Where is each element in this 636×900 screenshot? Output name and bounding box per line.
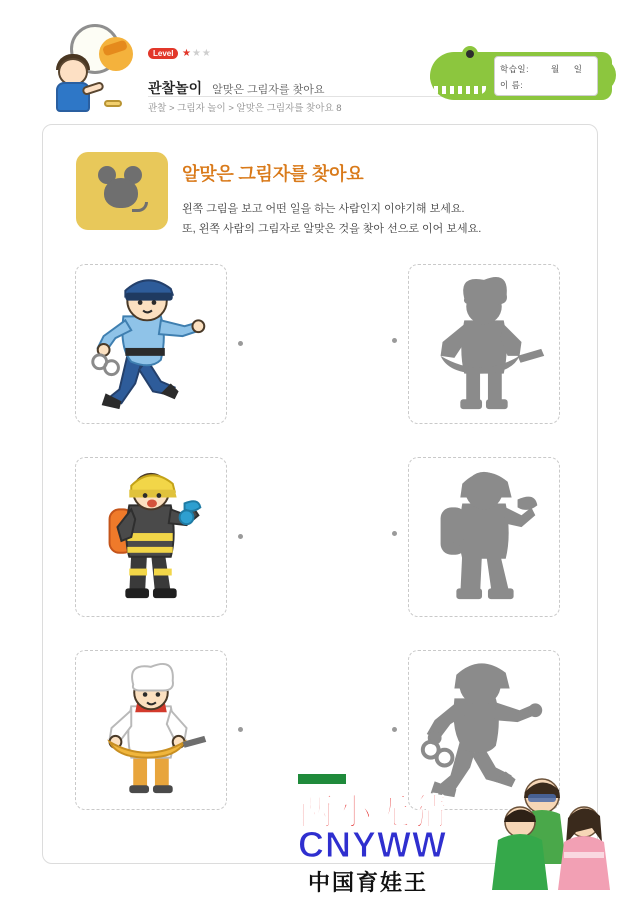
connector-dot-right-2[interactable] (392, 531, 397, 536)
breadcrumb: 관찰 > 그림자 놀이 > 알맞은 그림자를 찾아요 8 (148, 103, 342, 114)
study-date-label: 학습일: (500, 64, 529, 74)
watermark-family-illustration (480, 770, 630, 890)
star-filled-icon: ★ (182, 48, 192, 59)
chef-shadow-silhouette (409, 265, 559, 423)
connector-dot-left-2[interactable] (238, 534, 243, 539)
puzzle-card-police-officer[interactable] (75, 264, 227, 424)
connector-dot-right-3[interactable] (392, 727, 397, 732)
connector-dot-left-1[interactable] (238, 341, 243, 346)
page-title: 관찰놀이 (148, 80, 203, 96)
police-officer-illustration (76, 265, 226, 423)
task-instruction-line-1: 왼쪽 그림을 보고 어떤 일을 하는 사람인지 이야기해 보세요. (182, 203, 465, 215)
watermark (290, 770, 630, 895)
watermark-black-text: 中国育娃王 (308, 870, 429, 895)
puzzle-card-firefighter-shadow[interactable] (408, 457, 560, 617)
month-label: 월 (551, 64, 560, 74)
puzzle-card-chef-shadow[interactable] (408, 264, 560, 424)
task-instruction-line-2: 또, 왼쪽 사람의 그림자로 알맞은 것을 찾아 선으로 이어 보세요. (182, 223, 482, 235)
student-name-label: 이 름: (500, 80, 524, 90)
level-label: Level (153, 49, 174, 58)
task-title: 알맞은 그림자를 찾아요 (182, 164, 364, 184)
day-label: 일 (573, 64, 583, 74)
connector-dot-right-1[interactable] (392, 338, 397, 343)
puzzle-card-chef[interactable] (75, 650, 227, 810)
watermark-blue-text: CNYWW (298, 824, 447, 865)
chef-illustration (76, 651, 226, 809)
watermark-bar (298, 774, 346, 784)
star-empty-icon: ★★ (191, 48, 212, 59)
watermark-red-text: 两小无猜 (298, 791, 451, 832)
connector-dot-left-3[interactable] (238, 727, 243, 732)
puzzle-card-firefighter[interactable] (75, 457, 227, 617)
firefighter-illustration (76, 458, 226, 616)
page-subtitle: 알맞은 그림자를 찾아요 (212, 84, 325, 96)
firefighter-shadow-silhouette (409, 458, 559, 616)
